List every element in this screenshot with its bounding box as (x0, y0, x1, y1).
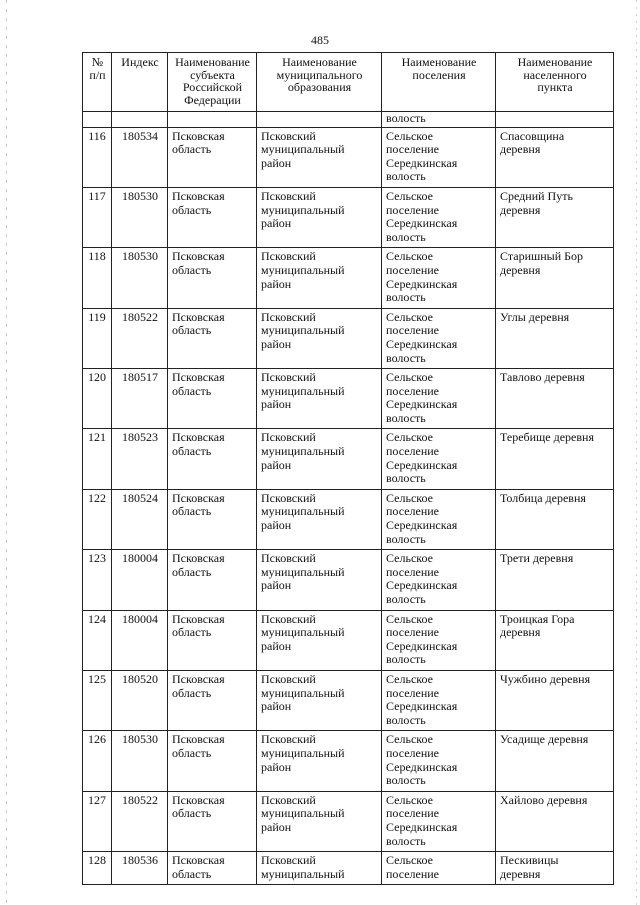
cell-line: Федерации (184, 92, 241, 107)
cell-line: муниципального (276, 67, 363, 82)
cell-line: Сельское (386, 128, 433, 143)
cell-line: муниципальный (261, 202, 345, 217)
cell-line: деревня (500, 866, 541, 881)
cell-index: 180534 (112, 127, 168, 187)
cell-line: волость (386, 773, 426, 788)
cell-settlement: волость (382, 112, 496, 128)
cell-line: Середкинская (386, 216, 458, 231)
cell-line: поселение (386, 625, 440, 640)
cell-line: район (261, 397, 292, 412)
cell-line: район (261, 638, 292, 653)
cell-municipal (257, 112, 382, 128)
cell-municipal (257, 429, 382, 489)
cell-line: муниципальный (261, 866, 345, 881)
cell-line: Псковская (172, 551, 225, 566)
cell-subject (168, 127, 257, 187)
cell-line: волость (386, 592, 426, 606)
cell-line: Сельское (386, 490, 433, 505)
cell-locality (496, 489, 614, 549)
cell-line: Псковская (172, 370, 225, 385)
cell-settlement (382, 127, 496, 187)
cell-subject (168, 670, 257, 730)
header-index (112, 53, 168, 112)
cell-index: 180530 (112, 248, 168, 308)
cell-line: Псковский (261, 430, 316, 445)
cell-line: п/п (89, 67, 106, 82)
table-row (83, 127, 614, 187)
cell-locality (496, 127, 614, 187)
cell-index: 180517 (112, 369, 168, 429)
cell-line: деревня (500, 262, 541, 277)
cell-line: Хайлово деревня (500, 792, 588, 807)
cell-line: поселение (386, 685, 440, 700)
cell-line: деревня (500, 625, 541, 640)
cell-subject (168, 791, 257, 851)
cell-line: Псковский (261, 671, 316, 686)
table-header (83, 53, 614, 112)
cell-line: муниципальный (261, 504, 345, 519)
cell-subject (168, 489, 257, 549)
cell-line: Старишный Бор (500, 249, 584, 264)
cell-line: область (172, 383, 212, 398)
cell-line: Пескивицы (500, 853, 559, 868)
cell-line: район (261, 819, 292, 834)
cell-line: Российской (182, 80, 243, 95)
cell-line: поселение (386, 745, 440, 760)
cell-line: № (91, 55, 104, 69)
cell-line: волость (386, 410, 426, 425)
cell-num: 119 (83, 308, 112, 368)
cell-line: Псковская (172, 853, 225, 868)
cell-num: 127 (83, 791, 112, 851)
cell-index: 180524 (112, 489, 168, 549)
cell-line: Спасовщина (500, 128, 565, 143)
cell-line: Псковская (172, 309, 225, 324)
cell-line: Сельское (386, 671, 433, 686)
cell-index: 180536 (112, 852, 168, 885)
cell-line: поселения (412, 67, 466, 82)
cell-line: поселение (386, 383, 440, 398)
cell-subject (168, 731, 257, 791)
cell-municipal (257, 308, 382, 368)
cell-line: Сельское (386, 732, 433, 747)
cell-line: Середкинская (386, 457, 458, 472)
cell-index: 180530 (112, 187, 168, 247)
cell-locality (496, 112, 614, 128)
table-row (83, 369, 614, 429)
cell-municipal (257, 550, 382, 610)
cell-index: 180522 (112, 791, 168, 851)
header-num (83, 53, 112, 112)
cell-line: область (172, 504, 212, 519)
cell-locality (496, 610, 614, 670)
header-locality (496, 53, 614, 112)
cell-line: Наименование (282, 55, 357, 69)
cell-line: муниципальный (261, 625, 345, 640)
cell-line: область (172, 625, 212, 640)
cell-line: муниципальный (261, 383, 345, 398)
cell-settlement (382, 248, 496, 308)
cell-line: район (261, 759, 292, 774)
header-settlement (382, 53, 496, 112)
cell-line: волость (386, 290, 426, 305)
cell-line: Индекс (121, 55, 159, 69)
cell-locality (496, 550, 614, 610)
cell-num: 120 (83, 369, 112, 429)
cell-municipal (257, 852, 382, 885)
cell-num: 121 (83, 429, 112, 489)
scan-edge-left (6, 0, 7, 905)
cell-settlement (382, 731, 496, 791)
cell-num: 126 (83, 731, 112, 791)
cell-line: муниципальный (261, 262, 345, 277)
table-row (83, 852, 614, 885)
cell-line: Теребище деревня (500, 430, 594, 445)
cell-municipal (257, 610, 382, 670)
table-row (83, 610, 614, 670)
cell-line: Середкинская (386, 578, 458, 593)
cell-line: Сельское (386, 853, 433, 868)
scan-edge-right (636, 0, 637, 905)
table-row (83, 248, 614, 308)
cell-line: Псковская (172, 611, 225, 626)
cell-subject (168, 852, 257, 885)
cell-locality (496, 369, 614, 429)
table-row (83, 731, 614, 791)
cell-line: волость (386, 169, 426, 184)
cell-line: Наименование (401, 55, 477, 69)
cell-index: 180523 (112, 429, 168, 489)
cell-settlement (382, 550, 496, 610)
cell-line: район (261, 518, 292, 533)
cell-subject (168, 550, 257, 610)
cell-index: 180522 (112, 308, 168, 368)
cell-line: область (172, 866, 212, 881)
cell-line: Сельское (386, 309, 433, 324)
cell-locality (496, 248, 614, 308)
cell-settlement (382, 369, 496, 429)
cell-num: 117 (83, 187, 112, 247)
cell-settlement (382, 670, 496, 730)
cell-num: 122 (83, 489, 112, 549)
cell-line: Псковский (261, 249, 316, 264)
cell-line: район (261, 216, 292, 231)
cell-line: Псковская (172, 249, 225, 264)
cell-line: Псковская (172, 671, 225, 686)
cell-line: Тавлово деревня (500, 370, 585, 385)
cell-line: Псковская (172, 430, 225, 445)
cell-settlement (382, 791, 496, 851)
cell-line: район (261, 276, 292, 291)
cell-line: Средний Путь (500, 188, 573, 203)
cell-line: волость (386, 471, 426, 486)
cell-line: Середкинская (386, 638, 458, 653)
cell-line: Середкинская (386, 397, 458, 412)
cell-subject (168, 112, 257, 128)
cell-line: область (172, 142, 212, 157)
page-number: 485 (311, 33, 329, 47)
cell-line: область (172, 745, 212, 760)
cell-locality (496, 429, 614, 489)
cell-line: муниципальный (261, 685, 345, 700)
cell-line: пункта (537, 80, 573, 95)
cell-line: Сельское (386, 249, 433, 264)
cell-line: деревня (500, 202, 541, 217)
cell-settlement (382, 489, 496, 549)
cell-settlement (382, 429, 496, 489)
cell-locality (496, 852, 614, 885)
cell-line: поселение (386, 564, 440, 579)
cell-line: поселение (386, 444, 440, 459)
continuation-row (83, 112, 614, 128)
cell-municipal (257, 369, 382, 429)
cell-subject (168, 187, 257, 247)
cell-line: Середкинская (386, 336, 458, 351)
cell-locality (496, 308, 614, 368)
cell-line: муниципальный (261, 564, 345, 579)
cell-line: область (172, 806, 212, 821)
cell-municipal (257, 731, 382, 791)
cell-settlement (382, 308, 496, 368)
cell-line: Наименование (517, 55, 593, 69)
cell-line: Псковский (261, 551, 316, 566)
header-subject (168, 53, 257, 112)
cell-line: поселение (386, 806, 440, 821)
cell-line: поселение (386, 866, 440, 881)
cell-line: Псковская (172, 128, 225, 143)
cell-line: область (172, 202, 212, 217)
cell-line: Псковский (261, 490, 316, 505)
cell-municipal (257, 670, 382, 730)
cell-line: Середкинская (386, 276, 458, 291)
cell-line: муниципальный (261, 444, 345, 459)
cell-line: Сельское (386, 430, 433, 445)
table-body (83, 112, 614, 885)
cell-line: область (172, 685, 212, 700)
cell-line: волость (386, 712, 426, 727)
cell-line: поселение (386, 142, 440, 157)
cell-subject (168, 610, 257, 670)
cell-index: 180004 (112, 610, 168, 670)
cell-locality (496, 670, 614, 730)
cell-subject (168, 248, 257, 308)
cell-settlement (382, 610, 496, 670)
cell-municipal (257, 127, 382, 187)
cell-line: Трети деревня (500, 551, 574, 566)
cell-line: Середкинская (386, 155, 458, 170)
cell-line: волость (386, 652, 426, 667)
cell-line: Псковская (172, 732, 225, 747)
cell-index: 180004 (112, 550, 168, 610)
cell-line: Чужбино деревня (500, 671, 591, 686)
cell-line: деревня (500, 142, 541, 157)
header-row (83, 53, 614, 112)
cell-line: Псковский (261, 792, 316, 807)
cell-line: поселение (386, 202, 440, 217)
cell-line: Псковский (261, 188, 316, 203)
cell-line: Псковский (261, 128, 316, 143)
table-row (83, 791, 614, 851)
cell-line: волость (386, 531, 426, 546)
cell-settlement (382, 187, 496, 247)
locality-registry-table (82, 52, 614, 885)
cell-line: Наименование (175, 55, 250, 69)
cell-subject (168, 308, 257, 368)
cell-num: 125 (83, 670, 112, 730)
cell-line: Сельское (386, 551, 433, 566)
table-row (83, 670, 614, 730)
cell-line: Псковский (261, 309, 316, 324)
cell-num: 128 (83, 852, 112, 885)
cell-line: субъекта (190, 67, 235, 82)
cell-line: муниципальный (261, 323, 345, 338)
table-row (83, 429, 614, 489)
cell-line: поселение (386, 504, 440, 519)
cell-index: 180530 (112, 731, 168, 791)
cell-line: Троицкая Гора (500, 611, 575, 626)
cell-line: Сельское (386, 611, 433, 626)
cell-line: Псковская (172, 490, 225, 505)
cell-line: район (261, 699, 292, 714)
header-municipal (257, 53, 382, 112)
cell-line: муниципальный (261, 745, 345, 760)
cell-line: Середкинская (386, 699, 458, 714)
cell-line: Усадище деревня (500, 732, 589, 747)
cell-line: образования (287, 80, 352, 95)
cell-line: Середкинская (386, 819, 458, 834)
cell-line: область (172, 323, 212, 338)
cell-num (83, 112, 112, 128)
cell-num: 118 (83, 248, 112, 308)
cell-line: волость (386, 350, 426, 365)
cell-municipal (257, 248, 382, 308)
cell-line: Псковский (261, 611, 316, 626)
table-row (83, 550, 614, 610)
cell-line: область (172, 262, 212, 277)
cell-locality (496, 731, 614, 791)
cell-num: 123 (83, 550, 112, 610)
cell-line: поселение (386, 323, 440, 338)
cell-line: Сельское (386, 792, 433, 807)
cell-line: Псковская (172, 792, 225, 807)
cell-num: 116 (83, 127, 112, 187)
cell-line: Углы деревня (500, 309, 570, 324)
table-row (83, 489, 614, 549)
cell-settlement (382, 852, 496, 885)
cell-line: Псковская (172, 188, 225, 203)
cell-index: 180520 (112, 670, 168, 730)
cell-subject (168, 369, 257, 429)
cell-municipal (257, 489, 382, 549)
cell-line: муниципальный (261, 806, 345, 821)
cell-line: волость (386, 833, 426, 848)
cell-municipal (257, 791, 382, 851)
cell-line: поселение (386, 262, 440, 277)
cell-index (112, 112, 168, 128)
cell-line: населенного (523, 67, 587, 82)
cell-locality (496, 187, 614, 247)
cell-line: область (172, 444, 212, 459)
cell-line: Середкинская (386, 518, 458, 533)
cell-line: область (172, 564, 212, 579)
table-row (83, 187, 614, 247)
cell-line: район (261, 457, 292, 472)
cell-line: Сельское (386, 188, 433, 203)
cell-line: район (261, 336, 292, 351)
cell-locality (496, 791, 614, 851)
cell-line: муниципальный (261, 142, 345, 157)
cell-municipal (257, 187, 382, 247)
cell-line: Псковский (261, 732, 316, 747)
cell-line: Псковский (261, 370, 316, 385)
cell-line: район (261, 578, 292, 593)
cell-line: Псковский (261, 853, 316, 868)
table-row (83, 308, 614, 368)
cell-line: Сельское (386, 370, 433, 385)
cell-subject (168, 429, 257, 489)
cell-line: Толбица деревня (500, 490, 586, 505)
cell-num: 124 (83, 610, 112, 670)
cell-line: район (261, 155, 292, 170)
cell-line: Середкинская (386, 759, 458, 774)
cell-line: волость (386, 229, 426, 244)
